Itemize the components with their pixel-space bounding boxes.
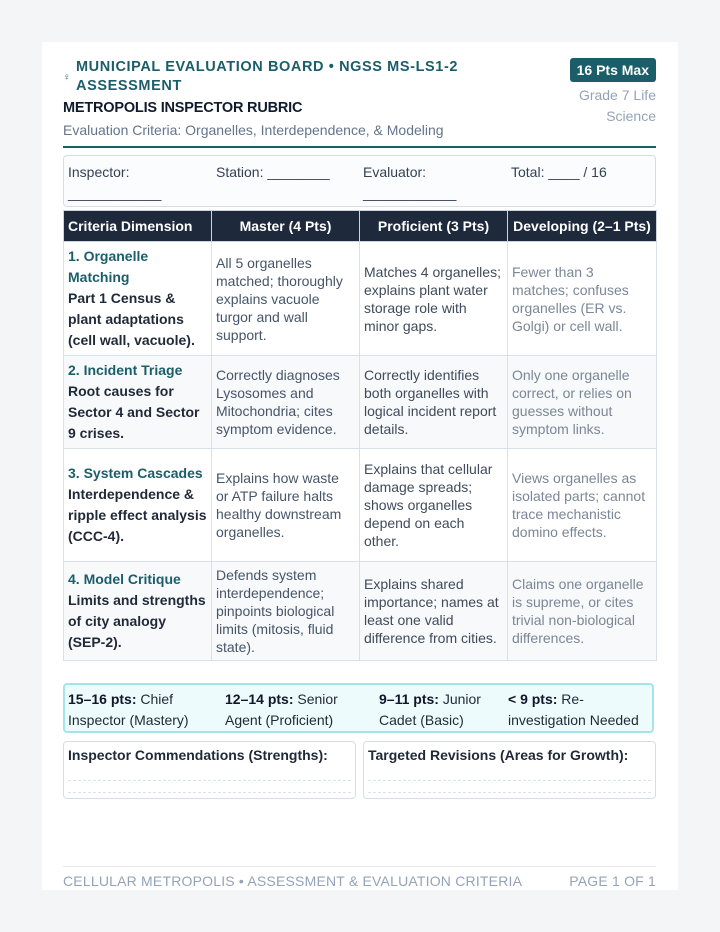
master-cell: Defends system interdependence; pinpoints biological limits (mitosis, fluid state). xyxy=(212,562,360,661)
footer-title: CELLULAR METROPOLIS • ASSESSMENT & EVALUATION CRITERIA xyxy=(63,873,523,889)
col-header-developing: Developing (2–1 Pts) xyxy=(508,211,657,242)
writing-line xyxy=(368,792,651,793)
criteria-cell xyxy=(64,242,212,356)
growth-box[interactable] xyxy=(363,741,656,799)
strengths-label: Inspector Commendations (Strengths): xyxy=(68,747,328,763)
table-row xyxy=(64,449,657,562)
master-cell: Explains how waste or ATP failure halts healthy downstream organelles. xyxy=(212,449,360,562)
developing-cell: Views organelles as isolated parts; cannot trace mechanistic domino effects. xyxy=(508,449,657,562)
total-field[interactable]: Total: ____ / 16 xyxy=(511,164,607,180)
master-cell: Correctly diagnoses Lysosomes and Mitochondria; cites symptom evidence. xyxy=(212,356,360,449)
scale-level xyxy=(379,689,504,731)
developing-cell: Claims one organelle is supreme, or cites trivial non-biological differences. xyxy=(508,562,657,661)
scale-range: < 9 pts: xyxy=(508,691,558,707)
header xyxy=(63,58,656,148)
criteria-name: 1. Organelle Matching xyxy=(68,248,149,285)
table-row xyxy=(64,242,657,356)
col-header-proficient: Proficient (3 Pts) xyxy=(360,211,508,242)
criteria-name: 3. System Cascades xyxy=(68,465,203,481)
strengths-box[interactable] xyxy=(63,741,356,799)
developing-cell: Fewer than 3 matches; confuses organelles (ER vs. Golgi) or cell wall. xyxy=(508,242,657,356)
proficient-cell: Explains that cellular damage spreads; shows organelles depend on each other. xyxy=(360,449,508,562)
person-icon: ♀ xyxy=(63,72,71,83)
evaluator-field[interactable]: Evaluator: ____________ xyxy=(363,164,457,201)
kicker-text: MUNICIPAL EVALUATION BOARD • NGSS MS-LS1-2 ASSESSMENT xyxy=(76,59,459,94)
criteria-cell xyxy=(64,562,212,661)
scale-label: Chief Inspector (Mastery) xyxy=(68,691,189,728)
grade-label: Grade 7 Life Science xyxy=(578,87,656,124)
criteria-desc: Limits and strengths of city analogy (SEP-2). xyxy=(68,592,206,650)
proficient-cell: Matches 4 organelles; explains plant water storage role with minor gaps. xyxy=(360,242,508,356)
rubric-table xyxy=(63,210,657,661)
scale-range: 15–16 pts: xyxy=(68,691,137,707)
writing-line xyxy=(68,792,351,793)
scale-range: 9–11 pts: xyxy=(379,691,439,707)
table-header-row xyxy=(64,211,657,242)
scale-label: Re-investigation Needed xyxy=(508,691,639,728)
scale-level xyxy=(68,689,218,731)
table-row xyxy=(64,562,657,661)
writing-line xyxy=(68,780,351,781)
developing-cell: Only one organelle correct, or relies on guesses without symptom links. xyxy=(508,356,657,449)
criteria-cell xyxy=(64,356,212,449)
col-header-criteria: Criteria Dimension xyxy=(64,211,212,242)
table-row xyxy=(64,356,657,449)
criteria-name: 2. Incident Triage xyxy=(68,362,183,378)
growth-label: Targeted Revisions (Areas for Growth): xyxy=(368,747,629,763)
inspector-field[interactable]: Inspector: ____________ xyxy=(68,164,162,201)
criteria-desc: Root causes for Sector 4 and Sector 9 crises. xyxy=(68,383,200,441)
col-header-master: Master (4 Pts) xyxy=(212,211,360,242)
scale-range: 12–14 pts: xyxy=(225,691,294,707)
rubric-page xyxy=(42,42,678,890)
criteria-desc: Part 1 Census & plant adaptations (cell wall, vacuole). xyxy=(68,290,195,348)
page-title: METROPOLIS INSPECTOR RUBRIC xyxy=(63,100,303,116)
scale-label: Junior Cadet (Basic) xyxy=(379,691,481,728)
proficient-cell: Correctly identifies both organelles with logical incident report details. xyxy=(360,356,508,449)
criteria-cell xyxy=(64,449,212,562)
page-number: PAGE 1 OF 1 xyxy=(569,873,656,889)
points-badge: 16 Pts Max xyxy=(570,58,656,82)
writing-line xyxy=(368,780,651,781)
scale-level xyxy=(508,689,654,731)
scale-level xyxy=(225,689,365,731)
page-subtitle: Evaluation Criteria: Organelles, Interdependence, & Modeling xyxy=(63,122,444,138)
criteria-desc: Interdependence & ripple effect analysis (CCC-4). xyxy=(68,486,207,544)
footer xyxy=(63,866,656,889)
master-cell: All 5 organelles matched; thoroughly explains vacuole turgor and wall support. xyxy=(212,242,360,356)
score-scale xyxy=(63,683,654,733)
criteria-name: 4. Model Critique xyxy=(68,571,181,587)
station-field[interactable]: Station: ________ xyxy=(216,164,330,180)
scale-label: Senior Agent (Proficient) xyxy=(225,691,338,728)
proficient-cell: Explains shared importance; names at least one valid difference from cities. xyxy=(360,562,508,661)
info-box xyxy=(63,155,656,207)
kicker xyxy=(63,58,493,96)
